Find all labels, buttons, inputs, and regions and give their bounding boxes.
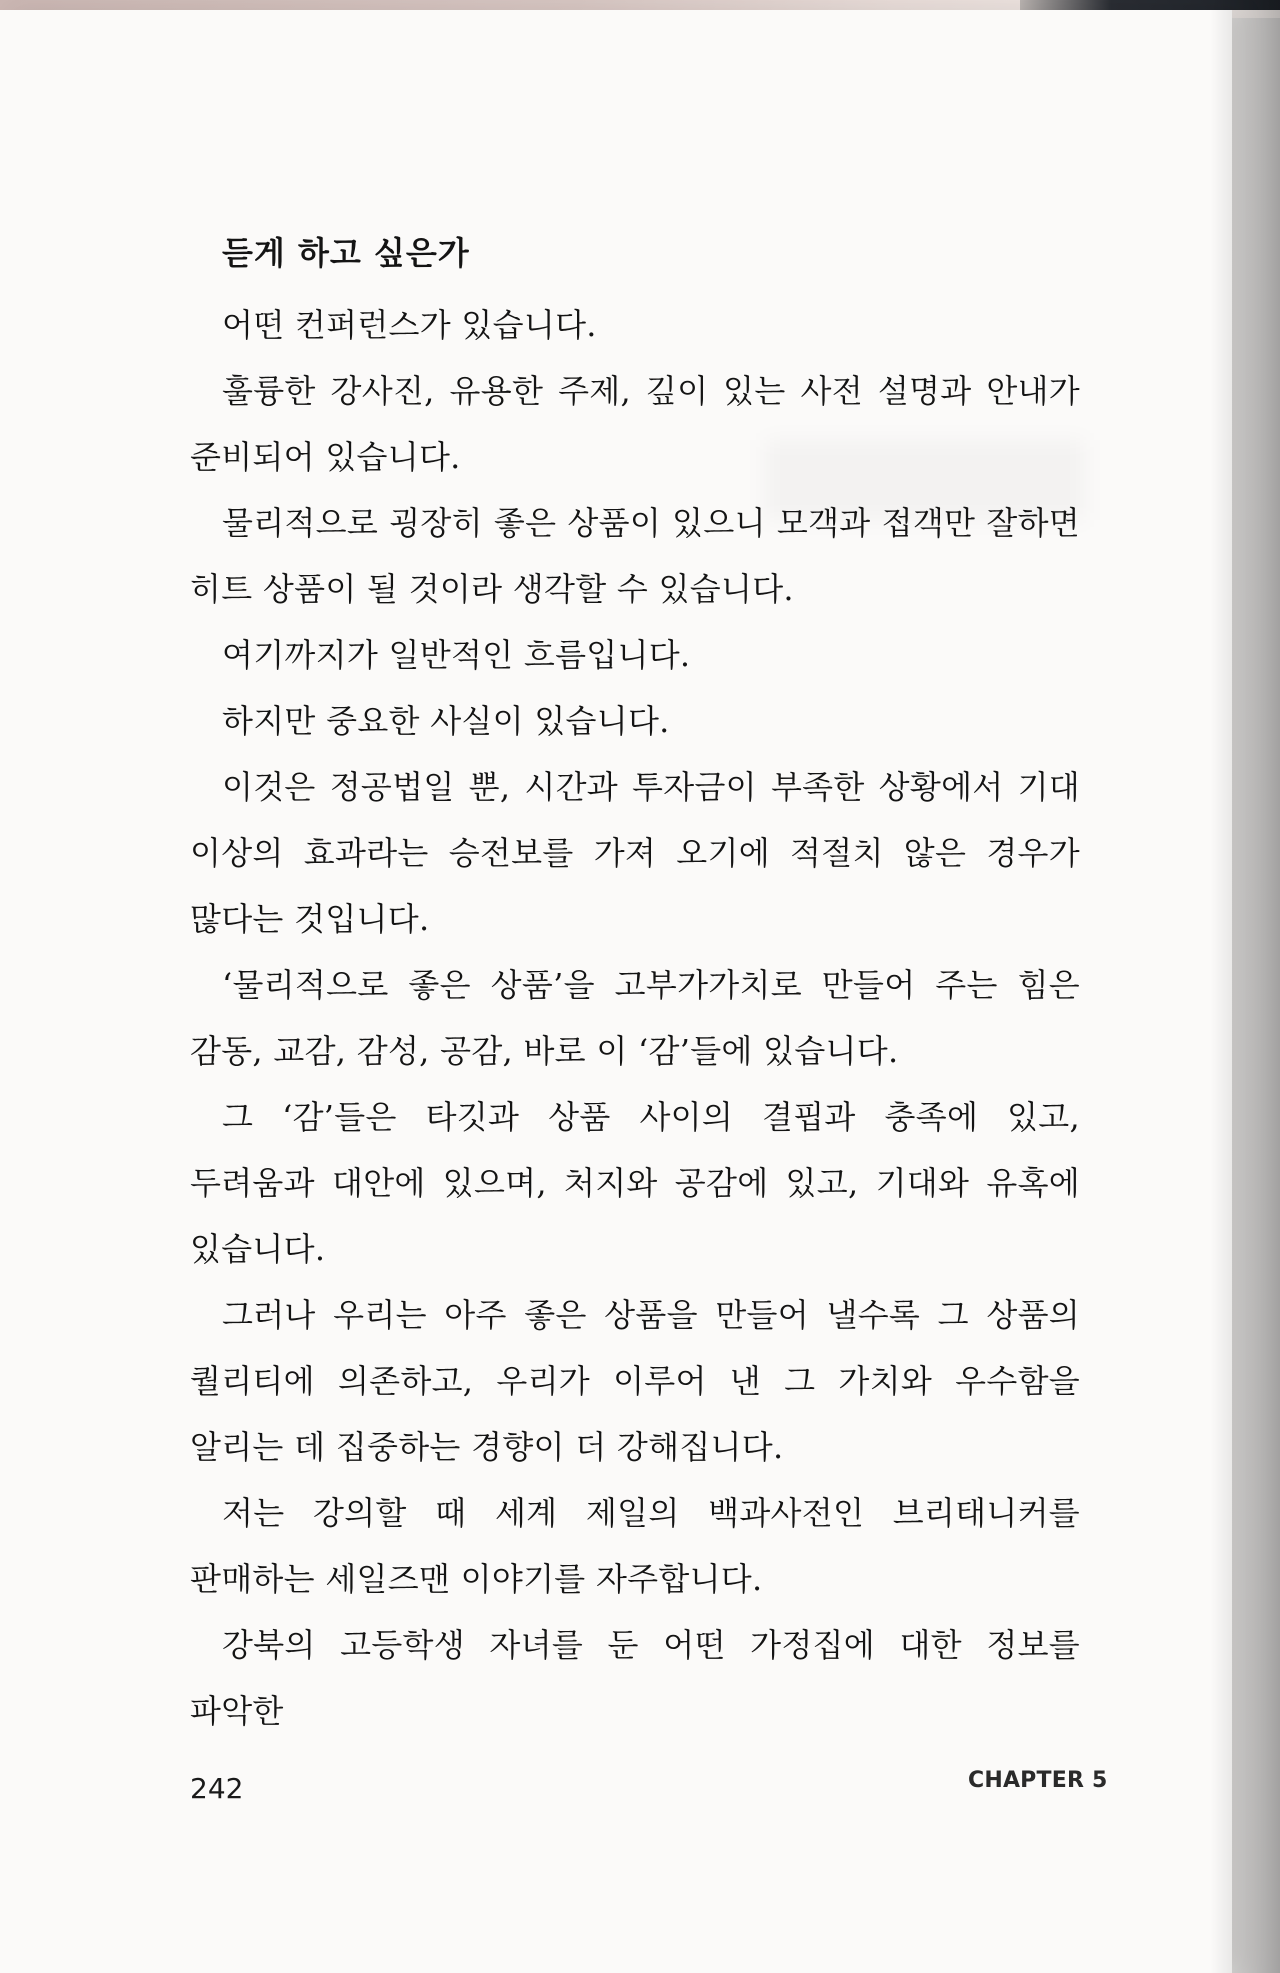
paragraph-9: 그러나 우리는 아주 좋은 상품을 만들어 낼수록 그 상품의 퀄리티에 의존하고, 우리가 이루어 낸 그 가치와 우수함을 알리는 데 집중하는 경향이 더 강해집니다. <box>190 1296 1080 1466</box>
section-heading: 듣게 하고 싶은가 <box>222 234 470 272</box>
page-content <box>190 228 1080 1744</box>
paragraph-5: 하지만 중요한 사실이 있습니다. <box>222 702 670 740</box>
page-edge-shadow <box>1210 0 1280 1973</box>
paragraph-6: 이것은 정공법일 뿐, 시간과 투자금이 부족한 상황에서 기대 이상의 효과라는 승전보를 가져 오기에 적절치 않은 경우가 많다는 것입니다. <box>190 768 1080 938</box>
paragraph-2: 훌륭한 강사진, 유용한 주제, 깊이 있는 사전 설명과 안내가 준비되어 있습니다. <box>190 372 1080 476</box>
paragraph-3: 물리적으로 굉장히 좋은 상품이 있으니 모객과 접객만 잘하면 히트 상품이 될 것이라 생각할 수 있습니다. <box>190 504 1080 608</box>
paragraph-1: 어떤 컨퍼런스가 있습니다. <box>222 306 597 344</box>
paragraph-8: 그 ‘감’들은 타깃과 상품 사이의 결핍과 충족에 있고, 두려움과 대안에 있으며, 처지와 공감에 있고, 기대와 유혹에 있습니다. <box>190 1098 1080 1268</box>
paragraph-7: ‘물리적으로 좋은 상품’을 고부가가치로 만들어 주는 힘은 감동, 교감, 감성, 공감, 바로 이 ‘감’들에 있습니다. <box>190 966 1080 1070</box>
page-number: 242 <box>190 1772 244 1805</box>
paragraph-10: 저는 강의할 때 세계 제일의 백과사전인 브리태니커를 판매하는 세일즈맨 이야기를 자주합니다. <box>190 1494 1080 1598</box>
paragraph-4: 여기까지가 일반적인 흐름입니다. <box>222 636 691 674</box>
paragraph-11: 강북의 고등학생 자녀를 둔 어떤 가정집에 대한 정보를 파악한 <box>190 1626 1080 1730</box>
chapter-label: CHAPTER 5 <box>968 1768 1108 1793</box>
